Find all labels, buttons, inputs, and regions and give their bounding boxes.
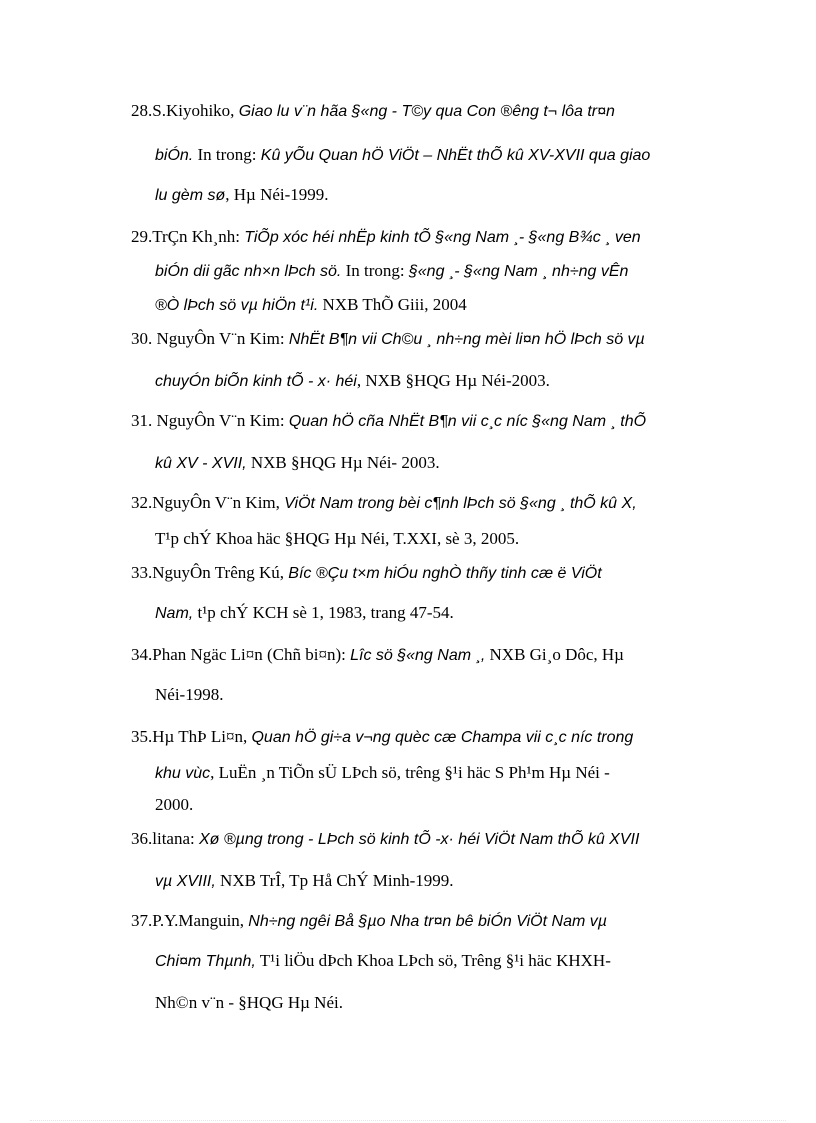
reference-text: 31. NguyÔn V¨n Kim: (131, 411, 289, 430)
reference-title-text: chuyÓn biÕn kinh tÕ - x· héi (155, 373, 357, 390)
reference-text: , Hµ Néi-1999. (225, 185, 329, 204)
reference-line (155, 453, 440, 473)
reference-text: , NXB §HQG Hµ Néi-2003. (356, 371, 550, 390)
reference-text: 36.litana: (131, 829, 199, 848)
reference-title-text: kû XV - XVII, (155, 455, 247, 472)
reference-title-text: §«ng ¸- §«ng Nam ¸ nh÷ng vÊn (408, 263, 629, 280)
reference-line (155, 685, 223, 705)
reference-line (131, 329, 645, 349)
reference-line (155, 795, 193, 815)
reference-text: In trong: (341, 261, 409, 280)
reference-line (155, 871, 454, 891)
reference-text: 33.NguyÔn Trêng Kú, (131, 563, 289, 582)
reference-line (131, 563, 602, 583)
reference-line (155, 529, 519, 549)
reference-line (155, 993, 343, 1013)
reference-text: 32.NguyÔn V¨n Kim, (131, 493, 285, 512)
reference-text: NXB §HQG Hµ Néi- 2003. (246, 453, 440, 472)
reference-text: T¹i liÖu dÞch Khoa LÞch sö, Trêng §¹i häc KHXH- (255, 951, 611, 970)
reference-title-text: Kû yÕu Quan hÖ ViÖt – NhËt thÕ kû XV-XVII qua giao (260, 147, 651, 164)
reference-text: 29.TrÇn Kh¸nh: (131, 227, 245, 246)
reference-title-text: ®Ò lÞch sö vµ hiÖn t¹i. (155, 297, 319, 314)
reference-title-text: biÓn. (155, 147, 194, 164)
reference-text: NXB ThÕ Giii, 2004 (318, 295, 467, 314)
reference-title-text: Xø ®µng trong - LÞch sö kinh tÕ -x· héi ViÖt Nam thÕ kû XVII (198, 831, 640, 848)
page-bottom-rule (30, 1120, 786, 1121)
reference-line (131, 493, 637, 513)
reference-title-text: biÓn dii gãc nh×n lÞch sö. (155, 263, 342, 280)
reference-title-text: Lîc sö §«ng Nam ¸, (350, 647, 486, 664)
reference-line (131, 645, 624, 665)
reference-title-text: Nh÷ng ngêi Bå §µo Nha tr¤n bê biÓn ViÖt Nam vµ (248, 913, 607, 930)
reference-line (131, 411, 646, 431)
reference-text: 28.S.Kiyohiko, (131, 101, 239, 120)
reference-title-text: NhËt B¶n vii Ch©u ¸ nh÷ng mèi li¤n hÖ lÞch sö vµ (288, 331, 645, 348)
reference-title-text: lu gèm sø (155, 187, 226, 204)
reference-text: , LuËn ¸n TiÕn sÜ LÞch sö, trêng §¹i häc S Ph¹m Hµ Néi - (210, 763, 610, 782)
reference-line (131, 227, 641, 247)
reference-text: 30. NguyÔn V¨n Kim: (131, 329, 289, 348)
reference-line (155, 763, 610, 783)
reference-text: 35.Hµ ThÞ Li¤n, (131, 727, 252, 746)
reference-title-text: Quan hÖ gi÷a v¬ng quèc cæ Champa vii c¸c níc trong (251, 729, 634, 746)
reference-line (131, 101, 615, 121)
reference-line (131, 727, 633, 747)
reference-title-text: khu vùc (155, 765, 211, 782)
reference-line (155, 603, 454, 623)
reference-title-text: Bíc ®Çu t×m hiÓu nghÒ thñy tinh cæ ë ViÖt (288, 565, 602, 582)
reference-line (131, 829, 639, 849)
reference-title-text: Quan hÖ cña NhËt B¶n vii c¸c níc §«ng Nam ¸ thÕ (288, 413, 647, 430)
reference-line (155, 371, 550, 391)
reference-line (131, 911, 607, 931)
reference-line (155, 145, 650, 165)
reference-text: NXB Gi¸o Dôc, Hµ (485, 645, 624, 664)
reference-text: T¹p chÝ Khoa häc §HQG Hµ Néi, T.XXI, sè 3, 2005. (155, 529, 520, 548)
reference-line (155, 951, 611, 971)
reference-line (155, 185, 329, 205)
reference-line (155, 295, 467, 315)
reference-text: 37.P.Y.Manguin, (131, 911, 249, 930)
reference-text: In trong: (193, 145, 261, 164)
reference-title-text: TiÕp xóc héi nhËp kinh tÕ §«ng Nam ¸- §«ng B¾c ¸ ven (244, 229, 641, 246)
reference-title-text: Giao lu v¨n hãa §«ng - T©y qua Con ®êng t¬ lôa tr¤n (238, 103, 615, 120)
reference-text: Nh©n v¨n - §HQG Hµ Néi. (155, 993, 343, 1012)
reference-line (155, 261, 628, 281)
reference-text: 2000. (155, 795, 194, 814)
reference-title-text: Chi¤m Thµnh, (155, 953, 256, 970)
reference-title-text: ViÖt Nam trong bèi c¶nh lÞch sö §«ng ¸ thÕ kû X, (284, 495, 637, 512)
reference-text: t¹p chÝ KCH sè 1, 1983, trang 47-54. (193, 603, 454, 622)
reference-text: Néi-1998. (155, 685, 224, 704)
reference-title-text: vµ XVIII, (155, 873, 216, 890)
reference-text: 34.Phan Ngäc Li¤n (Chñ bi¤n): (131, 645, 351, 664)
reference-text: NXB TrÎ, Tp Hå ChÝ Minh-1999. (215, 871, 454, 890)
reference-title-text: Nam, (155, 605, 194, 622)
